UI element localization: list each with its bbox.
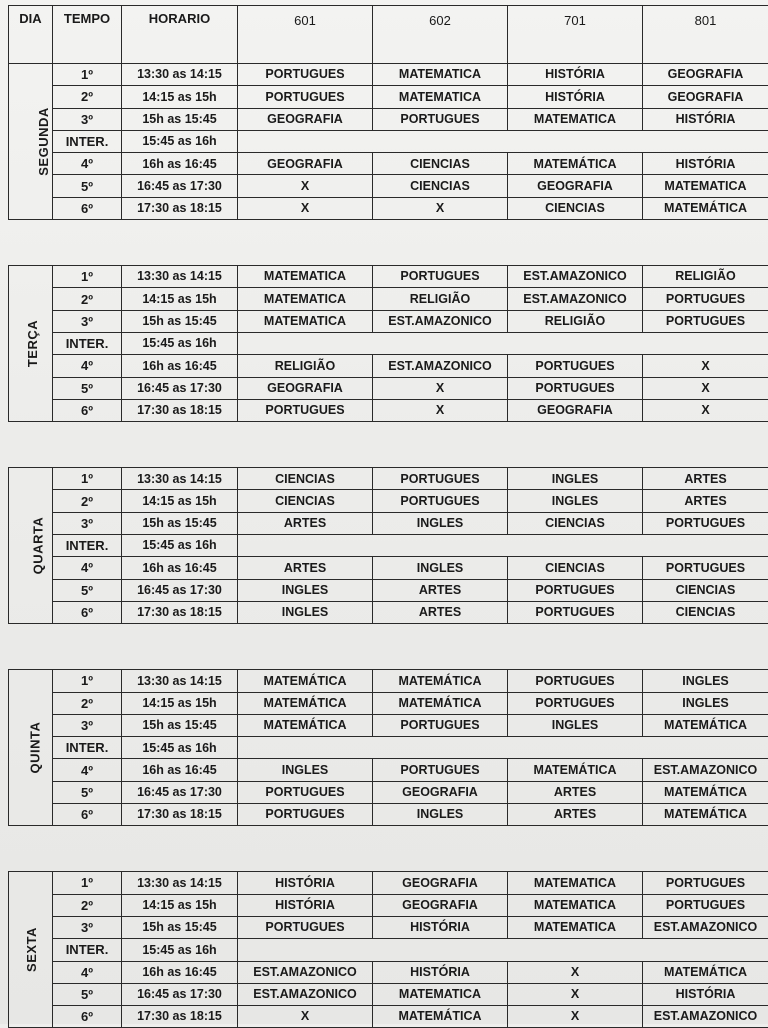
subject-cell-801: MATEMÁTICA <box>643 197 768 219</box>
subject-cell-602: PORTUGUES <box>373 266 508 288</box>
horario-cell: 13:30 as 14:15 <box>122 64 238 86</box>
subject-cell-801: PORTUGUES <box>643 894 768 916</box>
table-row <box>9 64 768 86</box>
subject-cell-701: CIENCIAS <box>508 557 643 579</box>
subject-cell-601: PORTUGUES <box>238 399 373 421</box>
subject-cell-601: MATEMATICA <box>238 310 373 332</box>
horario-cell: 15h as 15:45 <box>122 916 238 938</box>
table-row <box>9 714 768 736</box>
tempo-cell: 5º <box>53 983 122 1005</box>
header-class-601: 601 <box>238 6 373 64</box>
tempo-cell: 6º <box>53 197 122 219</box>
subject-cell-601: PORTUGUES <box>238 64 373 86</box>
horario-cell: 14:15 as 15h <box>122 86 238 108</box>
day-separator-cell <box>9 826 768 872</box>
horario-cell: 15h as 15:45 <box>122 512 238 534</box>
subject-cell-801: MATEMATICA <box>643 175 768 197</box>
subject-cell-801: PORTUGUES <box>643 872 768 894</box>
subject-cell-601: X <box>238 1006 373 1028</box>
subject-cell-602: HISTÓRIA <box>373 916 508 938</box>
table-row <box>9 490 768 512</box>
subject-cell-701: MATEMATICA <box>508 872 643 894</box>
subject-cell-701: PORTUGUES <box>508 692 643 714</box>
subject-cell-601: GEOGRAFIA <box>238 153 373 175</box>
table-row <box>9 512 768 534</box>
table-row <box>9 355 768 377</box>
subject-cell-701: PORTUGUES <box>508 377 643 399</box>
horario-cell: 15h as 15:45 <box>122 108 238 130</box>
table-row <box>9 153 768 175</box>
subject-cell-801: MATEMÁTICA <box>643 781 768 803</box>
table-row <box>9 579 768 601</box>
subject-cell-801: MATEMÁTICA <box>643 961 768 983</box>
subject-cell-601: ARTES <box>238 512 373 534</box>
tempo-cell: 4º <box>53 759 122 781</box>
header-row <box>9 6 768 64</box>
subject-cell-601: PORTUGUES <box>238 804 373 826</box>
subject-cell-602: ARTES <box>373 579 508 601</box>
subject-cell-701: MATEMATICA <box>508 916 643 938</box>
table-row <box>9 983 768 1005</box>
tempo-cell: 5º <box>53 175 122 197</box>
subject-cell-701: MATEMATICA <box>508 108 643 130</box>
subject-cell-602: MATEMÁTICA <box>373 670 508 692</box>
subject-cell-602: GEOGRAFIA <box>373 781 508 803</box>
tempo-cell: INTER. <box>53 939 122 961</box>
subject-cell-602: MATEMATICA <box>373 64 508 86</box>
tempo-cell: INTER. <box>53 535 122 557</box>
day-separator <box>9 624 768 670</box>
table-row <box>9 916 768 938</box>
subject-cell-801: INGLES <box>643 692 768 714</box>
table-row <box>9 961 768 983</box>
subject-cell-801: EST.AMAZONICO <box>643 916 768 938</box>
subject-cell-601: MATEMÁTICA <box>238 714 373 736</box>
subject-cell-601: MATEMÁTICA <box>238 692 373 714</box>
subject-cell-801: ARTES <box>643 468 768 490</box>
horario-cell: 13:30 as 14:15 <box>122 266 238 288</box>
tempo-cell: INTER. <box>53 332 122 354</box>
subject-cell-801: HISTÓRIA <box>643 153 768 175</box>
table-row <box>9 332 768 354</box>
subject-cell-801: HISTÓRIA <box>643 983 768 1005</box>
subject-cell-602: EST.AMAZONICO <box>373 310 508 332</box>
subject-cell-701: RELIGIÃO <box>508 310 643 332</box>
subject-cell-801: INGLES <box>643 670 768 692</box>
subject-cell-701: MATEMATICA <box>508 894 643 916</box>
subject-cell-701: MATEMÁTICA <box>508 153 643 175</box>
subject-cell-701: PORTUGUES <box>508 579 643 601</box>
table-row <box>9 377 768 399</box>
horario-cell: 14:15 as 15h <box>122 288 238 310</box>
day-label: QUARTA <box>31 517 44 575</box>
day-label: QUINTA <box>28 722 41 774</box>
table-row <box>9 175 768 197</box>
subject-cell-601: GEOGRAFIA <box>238 108 373 130</box>
subject-cell-601: RELIGIÃO <box>238 355 373 377</box>
subject-cell-602: GEOGRAFIA <box>373 894 508 916</box>
subject-cell-601: INGLES <box>238 759 373 781</box>
subject-cell-701: PORTUGUES <box>508 601 643 623</box>
subject-cell-602: CIENCIAS <box>373 175 508 197</box>
subject-cell-601: GEOGRAFIA <box>238 377 373 399</box>
subject-cell-601: INGLES <box>238 601 373 623</box>
table-row <box>9 872 768 894</box>
table-row <box>9 781 768 803</box>
table-row <box>9 692 768 714</box>
subject-cell-701: CIENCIAS <box>508 197 643 219</box>
tempo-cell: INTER. <box>53 737 122 759</box>
interval-blank-cell <box>238 939 768 961</box>
subject-cell-801: X <box>643 377 768 399</box>
horario-cell: 15:45 as 16h <box>122 737 238 759</box>
horario-cell: 16:45 as 17:30 <box>122 579 238 601</box>
subject-cell-602: RELIGIÃO <box>373 288 508 310</box>
subject-cell-701: MATEMÁTICA <box>508 759 643 781</box>
tempo-cell: 5º <box>53 781 122 803</box>
subject-cell-701: CIENCIAS <box>508 512 643 534</box>
subject-cell-601: CIENCIAS <box>238 490 373 512</box>
table-row <box>9 939 768 961</box>
subject-cell-701: INGLES <box>508 490 643 512</box>
table-row <box>9 130 768 152</box>
tempo-cell: 1º <box>53 468 122 490</box>
table-row <box>9 670 768 692</box>
schedule-table <box>8 5 768 1028</box>
horario-cell: 16h as 16:45 <box>122 153 238 175</box>
tempo-cell: 5º <box>53 579 122 601</box>
subject-cell-801: EST.AMAZONICO <box>643 1006 768 1028</box>
subject-cell-601: EST.AMAZONICO <box>238 983 373 1005</box>
tempo-cell: 6º <box>53 601 122 623</box>
subject-cell-701: PORTUGUES <box>508 355 643 377</box>
tempo-cell: 1º <box>53 64 122 86</box>
subject-cell-601: MATEMATICA <box>238 266 373 288</box>
horario-cell: 15:45 as 16h <box>122 939 238 961</box>
subject-cell-602: INGLES <box>373 557 508 579</box>
subject-cell-801: MATEMÁTICA <box>643 804 768 826</box>
horario-cell: 15h as 15:45 <box>122 310 238 332</box>
horario-cell: 16h as 16:45 <box>122 557 238 579</box>
day-separator-cell <box>9 624 768 670</box>
tempo-cell: 3º <box>53 108 122 130</box>
tempo-cell: 4º <box>53 961 122 983</box>
tempo-cell: 6º <box>53 399 122 421</box>
subject-cell-801: EST.AMAZONICO <box>643 759 768 781</box>
tempo-cell: 2º <box>53 894 122 916</box>
subject-cell-602: CIENCIAS <box>373 153 508 175</box>
subject-cell-602: MATEMATICA <box>373 983 508 1005</box>
subject-cell-601: ARTES <box>238 557 373 579</box>
interval-blank-cell <box>238 130 768 152</box>
day-separator-cell <box>9 220 768 266</box>
subject-cell-602: PORTUGUES <box>373 759 508 781</box>
subject-cell-801: PORTUGUES <box>643 512 768 534</box>
subject-cell-701: EST.AMAZONICO <box>508 266 643 288</box>
subject-cell-601: EST.AMAZONICO <box>238 961 373 983</box>
header-tempo: TEMPO <box>53 6 122 64</box>
subject-cell-602: X <box>373 399 508 421</box>
horario-cell: 16:45 as 17:30 <box>122 377 238 399</box>
subject-cell-602: PORTUGUES <box>373 714 508 736</box>
horario-cell: 16:45 as 17:30 <box>122 983 238 1005</box>
day-cell <box>9 64 53 220</box>
header-horario: HORARIO <box>122 6 238 64</box>
horario-cell: 16:45 as 17:30 <box>122 175 238 197</box>
subject-cell-801: GEOGRAFIA <box>643 64 768 86</box>
subject-cell-601: MATEMÁTICA <box>238 670 373 692</box>
tempo-cell: 3º <box>53 310 122 332</box>
horario-cell: 17:30 as 18:15 <box>122 601 238 623</box>
horario-cell: 13:30 as 14:15 <box>122 468 238 490</box>
subject-cell-602: PORTUGUES <box>373 468 508 490</box>
subject-cell-602: EST.AMAZONICO <box>373 355 508 377</box>
table-row <box>9 759 768 781</box>
table-row <box>9 804 768 826</box>
tempo-cell: 1º <box>53 266 122 288</box>
horario-cell: 16h as 16:45 <box>122 355 238 377</box>
table-row <box>9 266 768 288</box>
day-cell <box>9 266 53 422</box>
tempo-cell: 5º <box>53 377 122 399</box>
table-row <box>9 1006 768 1028</box>
tempo-cell: 3º <box>53 512 122 534</box>
horario-cell: 14:15 as 15h <box>122 894 238 916</box>
subject-cell-601: MATEMATICA <box>238 288 373 310</box>
interval-blank-cell <box>238 332 768 354</box>
tempo-cell: 2º <box>53 692 122 714</box>
subject-cell-602: GEOGRAFIA <box>373 872 508 894</box>
subject-cell-602: MATEMÁTICA <box>373 692 508 714</box>
interval-blank-cell <box>238 737 768 759</box>
horario-cell: 15:45 as 16h <box>122 535 238 557</box>
table-row <box>9 288 768 310</box>
day-separator-cell <box>9 422 768 468</box>
tempo-cell: 6º <box>53 1006 122 1028</box>
subject-cell-701: X <box>508 961 643 983</box>
tempo-cell: 2º <box>53 490 122 512</box>
horario-cell: 13:30 as 14:15 <box>122 670 238 692</box>
header-class-701: 701 <box>508 6 643 64</box>
subject-cell-701: GEOGRAFIA <box>508 175 643 197</box>
subject-cell-801: CIENCIAS <box>643 579 768 601</box>
tempo-cell: 3º <box>53 714 122 736</box>
header-class-602: 602 <box>373 6 508 64</box>
horario-cell: 16h as 16:45 <box>122 759 238 781</box>
subject-cell-701: ARTES <box>508 804 643 826</box>
header-dia: DIA <box>9 6 53 64</box>
subject-cell-801: RELIGIÃO <box>643 266 768 288</box>
table-row <box>9 737 768 759</box>
day-label: TERÇA <box>26 320 39 367</box>
table-row <box>9 894 768 916</box>
subject-cell-801: HISTÓRIA <box>643 108 768 130</box>
subject-cell-801: ARTES <box>643 490 768 512</box>
subject-cell-602: HISTÓRIA <box>373 961 508 983</box>
horario-cell: 16h as 16:45 <box>122 961 238 983</box>
tempo-cell: 1º <box>53 670 122 692</box>
table-row <box>9 197 768 219</box>
subject-cell-602: X <box>373 377 508 399</box>
subject-cell-602: X <box>373 197 508 219</box>
subject-cell-701: ARTES <box>508 781 643 803</box>
subject-cell-602: PORTUGUES <box>373 108 508 130</box>
horario-cell: 17:30 as 18:15 <box>122 1006 238 1028</box>
tempo-cell: 2º <box>53 86 122 108</box>
subject-cell-601: X <box>238 175 373 197</box>
subject-cell-602: MATEMÁTICA <box>373 1006 508 1028</box>
horario-cell: 15:45 as 16h <box>122 332 238 354</box>
subject-cell-701: X <box>508 1006 643 1028</box>
horario-cell: 17:30 as 18:15 <box>122 399 238 421</box>
subject-cell-601: X <box>238 197 373 219</box>
subject-cell-602: MATEMATICA <box>373 86 508 108</box>
day-separator <box>9 826 768 872</box>
horario-cell: 14:15 as 15h <box>122 692 238 714</box>
subject-cell-602: INGLES <box>373 512 508 534</box>
subject-cell-701: HISTÓRIA <box>508 64 643 86</box>
subject-cell-602: PORTUGUES <box>373 490 508 512</box>
horario-cell: 15:45 as 16h <box>122 130 238 152</box>
subject-cell-701: GEOGRAFIA <box>508 399 643 421</box>
horario-cell: 17:30 as 18:15 <box>122 804 238 826</box>
tempo-cell: 6º <box>53 804 122 826</box>
table-row <box>9 468 768 490</box>
tempo-cell: 1º <box>53 872 122 894</box>
table-row <box>9 310 768 332</box>
subject-cell-801: PORTUGUES <box>643 310 768 332</box>
header-class-801: 801 <box>643 6 768 64</box>
subject-cell-701: INGLES <box>508 468 643 490</box>
subject-cell-701: X <box>508 983 643 1005</box>
subject-cell-801: MATEMÁTICA <box>643 714 768 736</box>
table-row <box>9 601 768 623</box>
tempo-cell: 4º <box>53 355 122 377</box>
subject-cell-601: PORTUGUES <box>238 916 373 938</box>
subject-cell-801: X <box>643 399 768 421</box>
subject-cell-602: INGLES <box>373 804 508 826</box>
table-row <box>9 108 768 130</box>
horario-cell: 15h as 15:45 <box>122 714 238 736</box>
subject-cell-701: PORTUGUES <box>508 670 643 692</box>
tempo-cell: INTER. <box>53 130 122 152</box>
subject-cell-801: PORTUGUES <box>643 288 768 310</box>
horario-cell: 14:15 as 15h <box>122 490 238 512</box>
subject-cell-601: PORTUGUES <box>238 86 373 108</box>
table-row <box>9 535 768 557</box>
horario-cell: 16:45 as 17:30 <box>122 781 238 803</box>
subject-cell-601: CIENCIAS <box>238 468 373 490</box>
tempo-cell: 4º <box>53 557 122 579</box>
day-separator <box>9 220 768 266</box>
horario-cell: 17:30 as 18:15 <box>122 197 238 219</box>
subject-cell-701: INGLES <box>508 714 643 736</box>
tempo-cell: 4º <box>53 153 122 175</box>
subject-cell-701: EST.AMAZONICO <box>508 288 643 310</box>
table-row <box>9 399 768 421</box>
subject-cell-602: ARTES <box>373 601 508 623</box>
subject-cell-801: X <box>643 355 768 377</box>
day-cell <box>9 872 53 1028</box>
subject-cell-801: CIENCIAS <box>643 601 768 623</box>
table-row <box>9 86 768 108</box>
horario-cell: 13:30 as 14:15 <box>122 872 238 894</box>
interval-blank-cell <box>238 535 768 557</box>
subject-cell-601: HISTÓRIA <box>238 894 373 916</box>
day-separator <box>9 422 768 468</box>
subject-cell-701: HISTÓRIA <box>508 86 643 108</box>
tempo-cell: 2º <box>53 288 122 310</box>
subject-cell-601: PORTUGUES <box>238 781 373 803</box>
day-cell <box>9 670 53 826</box>
day-label: SEGUNDA <box>37 107 50 176</box>
subject-cell-801: GEOGRAFIA <box>643 86 768 108</box>
subject-cell-601: INGLES <box>238 579 373 601</box>
table-row <box>9 557 768 579</box>
subject-cell-801: PORTUGUES <box>643 557 768 579</box>
day-label: SEXTA <box>25 927 38 972</box>
day-cell <box>9 468 53 624</box>
subject-cell-601: HISTÓRIA <box>238 872 373 894</box>
tempo-cell: 3º <box>53 916 122 938</box>
